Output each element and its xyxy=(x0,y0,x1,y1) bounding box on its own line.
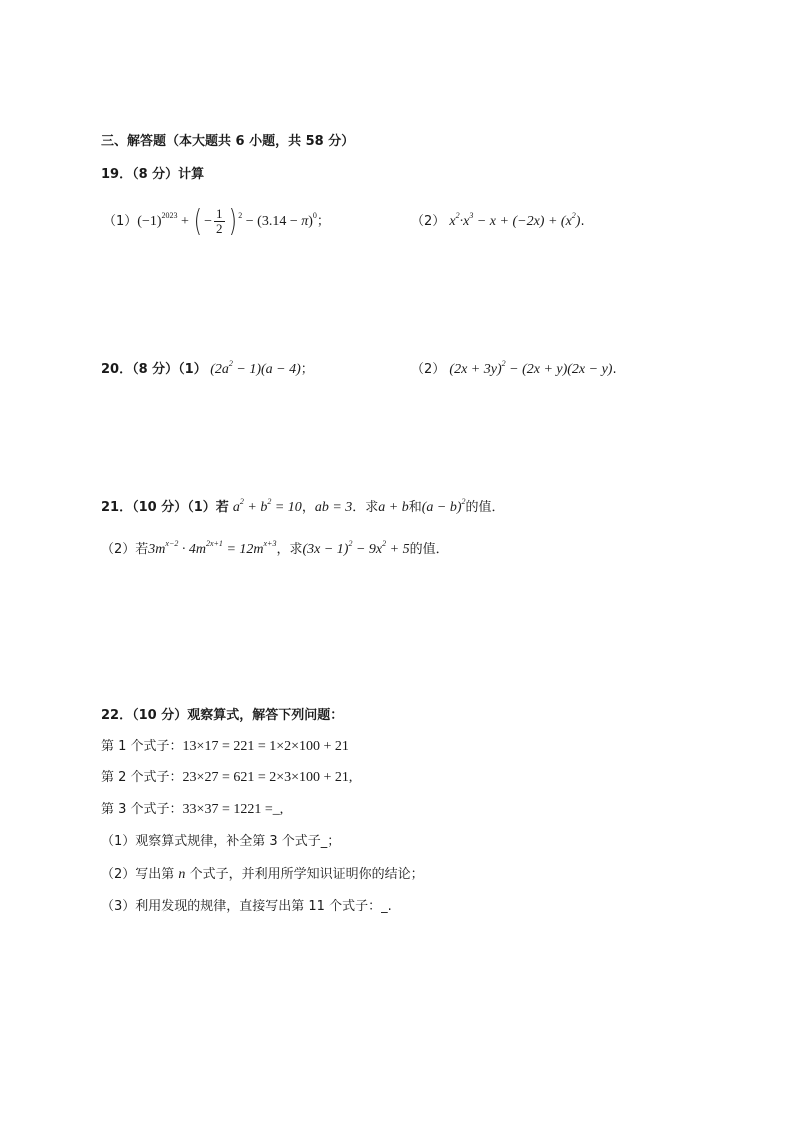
q19-p2-tail: . xyxy=(580,214,585,229)
q19-p1-expr: $(-1)^{2023}$ + ( − $\frac{1}{2}$ ) $^2 - (3.14 - \pi)^0$ xyxy=(137,203,317,239)
q21-p1-eq1: $a^2 + b^2 = 10$ xyxy=(232,497,302,515)
q22-s2-b: 个式子，并利用所学知识证明你的结论； xyxy=(189,867,424,882)
q21-part2 xyxy=(101,541,449,559)
q22-f3-label: 第 3 个式子： xyxy=(101,802,183,817)
q21-p1-tail: 的值． xyxy=(465,500,505,515)
q21-header: 21．（10 分）（1）若 xyxy=(101,500,229,515)
q21-p2-eq: $3m^{x-2} \cdot 4m^{2x+1} = 12m^{x+3}$ xyxy=(148,539,277,557)
q22-f2-expr: 23×27 = 621 = 2×3×100 + 21, xyxy=(182,770,353,785)
q19-p2-label: （2） xyxy=(411,214,446,229)
q21-p1-and: 和 xyxy=(408,500,422,515)
q19-header: 19．（8 分）计算 xyxy=(101,167,205,182)
q19-part1 xyxy=(103,205,330,239)
q21-p1-eq2: ab = 3 xyxy=(314,500,353,515)
q21-p2-tail: 的值． xyxy=(409,542,449,557)
q22-header: 22．（10 分）观察算式，解答下列问题： xyxy=(101,708,344,723)
q20-p2-label: （2） xyxy=(411,362,446,377)
q20-p2-expr: $(2x + 3y)^2 - (2x + y)(2x - y)$ xyxy=(449,359,613,377)
q21-p2-expr: $(3x - 1)^2 - 9x^2 + 5$ xyxy=(302,539,410,557)
q21-p1-mid2: ．求 xyxy=(352,500,379,515)
q19-p1-tail: ； xyxy=(316,214,330,229)
q22-formula-1 xyxy=(101,738,349,756)
q21-p2-label: （2）若 xyxy=(101,542,149,557)
q20-part2 xyxy=(411,361,617,379)
q22-f1-label: 第 1 个式子： xyxy=(101,739,183,754)
q22-f1-expr: 13×17 = 221 = 1×2×100 + 21 xyxy=(182,739,349,754)
q22-f3-expr: 33×37 = 1221 =_, xyxy=(182,802,284,817)
q20-p1-expr: $(2a^2 - 1)(a - 4)$ xyxy=(206,359,301,377)
q22-s2-n: n xyxy=(178,867,186,882)
q22-f2-label: 第 2 个式子： xyxy=(101,770,183,785)
q21-p1-diff: $(a - b)^2$ xyxy=(421,497,466,515)
q20-p2-tail: . xyxy=(612,362,617,377)
q21-p1-mid: ， xyxy=(301,500,315,515)
q21-p2-mid: ，求 xyxy=(276,542,303,557)
q22-s2-a: （2）写出第 xyxy=(101,867,175,882)
q19-p2-expr: $x^2\cdot x^3 - x + (-2x) + (x^2)$ xyxy=(449,211,581,229)
q22-subq-1: （1）观察算式规律，补全第 3 个式子_； xyxy=(101,834,341,849)
q20-p1-tail: ； xyxy=(300,362,314,377)
q19-part2 xyxy=(411,213,585,231)
q21-part1 xyxy=(101,499,505,517)
q22-formula-3 xyxy=(101,801,283,819)
q20-part1 xyxy=(101,361,314,379)
section-title: 三、解答题（本大题共 6 小题，共 58 分） xyxy=(101,134,355,149)
q22-subq-3: （3）利用发现的规律，直接写出第 11 个式子：_. xyxy=(101,899,392,914)
q21-p1-sum: a + b xyxy=(378,500,409,515)
q20-header: 20．（8 分）（1） xyxy=(101,362,207,377)
q22-formula-2 xyxy=(101,769,352,787)
q22-subq-2 xyxy=(101,866,424,884)
q19-p1-label: （1） xyxy=(103,214,138,229)
